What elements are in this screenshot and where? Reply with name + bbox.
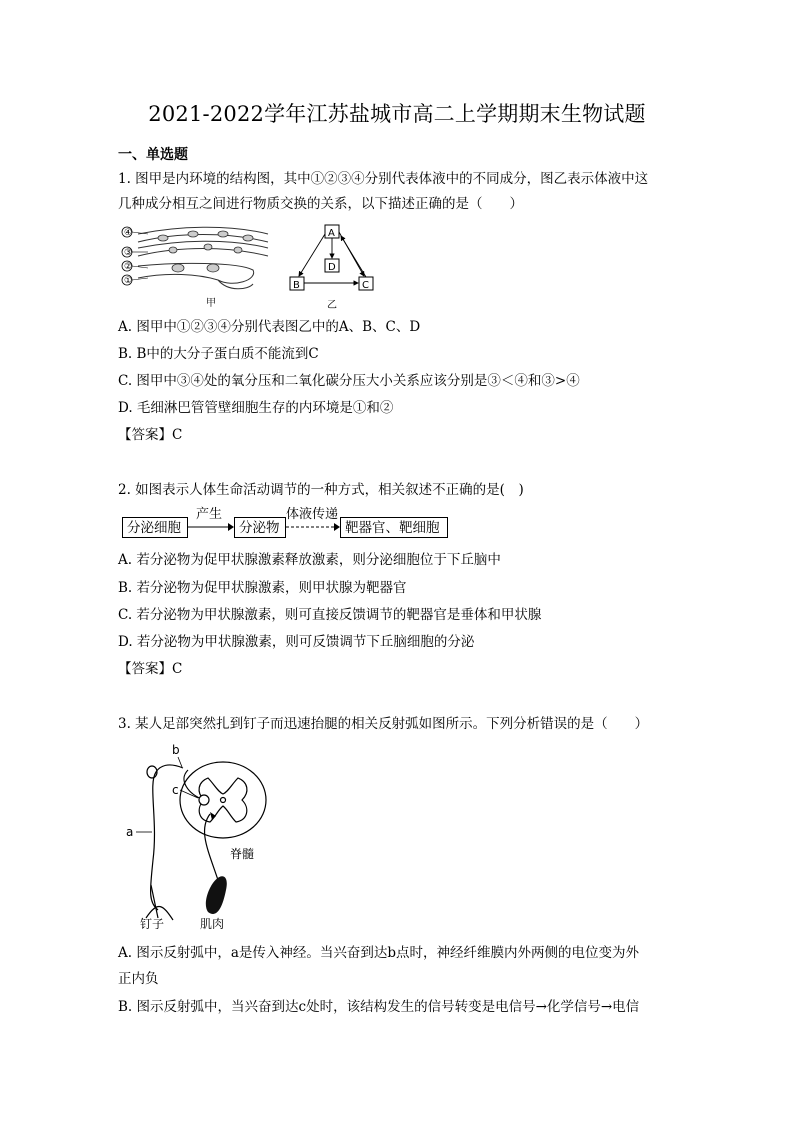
q1-stem-line2: 几种成分相互之间进行物质交换的关系，以下描述正确的是（ ）: [118, 196, 523, 212]
q1-option-c: C. 图甲中③④处的氧分压和二氧化碳分压大小关系应该分别是③＜④和③>④: [118, 373, 580, 389]
q3-option-a-line2: 正内负: [118, 971, 159, 987]
q1-yi-node-b: B: [293, 280, 300, 291]
q3-label-b: b: [172, 743, 180, 757]
q2-flow-box-secretion: 分泌物: [234, 517, 286, 538]
q1-jia-marker-4: ④: [124, 228, 133, 238]
q1-option-a: A. 图甲中①②③④分别代表图乙中的A、B、C、D: [118, 319, 421, 335]
q3-reflex-arc-figure: [118, 740, 298, 932]
q1-figure-jia: [118, 222, 278, 312]
q2-option-c: C. 若分泌物为甲状腺激素，则可直接反馈调节的靶器官是垂体和甲状腺: [118, 607, 542, 623]
q3-label-spine: 脊髓: [230, 847, 255, 861]
q3-label-a: a: [126, 825, 134, 839]
q2-option-d: D. 若分泌物为甲状腺激素，则可反馈调节下丘脑细胞的分泌: [118, 634, 475, 650]
q1-yi-caption: 乙: [327, 300, 337, 311]
q1-jia-caption: 甲: [206, 298, 216, 309]
q2-option-b: B. 若分泌物为促甲状腺激素，则甲状腺为靶器官: [118, 580, 407, 596]
q1-jia-marker-3: ③: [124, 248, 133, 258]
q1-jia-marker-2: ②: [124, 262, 133, 272]
q2-flow-arrow2-label: 体液传递: [286, 507, 339, 522]
q2-stem: 2. 如图表示人体生命活动调节的一种方式，相关叙述不正确的是( ): [118, 482, 524, 498]
q3-option-b-line1: B. 图示反射弧中，当兴奋到达c处时，该结构发生的信号转变是电信号→化学信号→电信: [118, 999, 640, 1015]
q2-option-a: A. 若分泌物为促甲状腺激素释放激素，则分泌细胞位于下丘脑中: [118, 552, 501, 568]
q3-label-muscle: 肌肉: [200, 917, 225, 931]
q1-stem-line1: 1. 图甲是内环境的结构图，其中①②③④分别代表体液中的不同成分，图乙表示体液中这: [118, 171, 649, 187]
q1-yi-node-c: C: [362, 280, 369, 291]
q1-jia-marker-1: ①: [124, 276, 133, 286]
page-title: 2021-2022学年江苏盐城市高二上学期期末生物试题: [148, 102, 646, 126]
q3-stem: 3. 某人足部突然扎到钉子而迅速抬腿的相关反射弧如图所示。下列分析错误的是（ ）: [118, 716, 649, 732]
q3-label-c: c: [172, 783, 179, 797]
q1-yi-node-d: D: [328, 262, 336, 273]
q3-label-nail: 钉子: [140, 917, 165, 931]
q1-option-d: D. 毛细淋巴管管壁细胞生存的内环境是①和②: [118, 400, 394, 416]
q3-option-a-line1: A. 图示反射弧中，a是传入神经。当兴奋到达b点时，神经纤维膜内外两侧的电位变为外: [118, 945, 640, 961]
section-heading: 一、单选题: [118, 147, 188, 163]
q2-flow-arrows: [188, 515, 340, 535]
q1-option-b: B. B中的大分子蛋白质不能流到C: [118, 346, 319, 362]
q2-flow-box-secretory-cell: 分泌细胞: [122, 517, 188, 538]
q2-flow-arrow1-label: 产生: [196, 507, 223, 522]
q1-yi-node-a: A: [328, 228, 335, 239]
q2-answer: 【答案】C: [118, 661, 183, 677]
q1-figure-yi: [287, 222, 387, 314]
q1-answer: 【答案】C: [118, 427, 183, 443]
q2-flow-box-target: 靶器官、靶细胞: [340, 517, 448, 538]
